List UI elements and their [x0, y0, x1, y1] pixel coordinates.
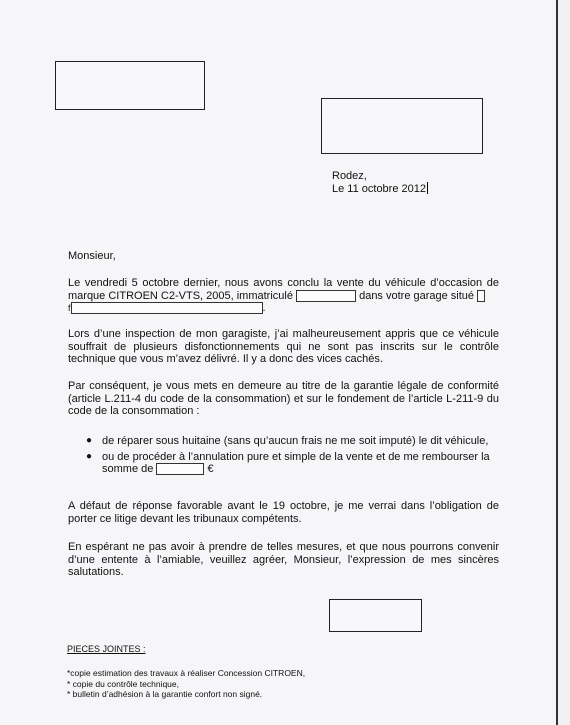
paragraph-sale [68, 277, 499, 315]
annex-item: *copie estimation des travaux à réaliser Concession CITROEN, [67, 668, 306, 678]
demand-item-refund-text: ou de procéder à l’annulation pure et simple de la vente et de me rembourser la somme de [102, 450, 490, 475]
paragraph-sale-end: . [262, 302, 266, 314]
paragraph-closing: En espérant ne pas avoir à prendre de telles mesures, et que nous pourrons convenir d’une entente à l’amiable, veuillez agréer, Monsieur, l’expression de mes sincères salutations. [68, 541, 499, 578]
currency-symbol: € [207, 463, 214, 475]
letter-place: Rodez, [332, 170, 367, 182]
sender-address-box[interactable] [55, 61, 205, 110]
refund-amount-field[interactable] [156, 463, 204, 475]
paragraph-formal-notice: Par conséquent, je vous mets en demeure au titre de la garantie légale de conformité (article L.211-4 du code de la consommation) et sur le fondement de l’article L-211-9 du code de la consommation : [68, 380, 499, 417]
bullet-icon: ● [86, 450, 93, 462]
text-cursor [427, 182, 429, 194]
garage-address-field-start[interactable] [477, 290, 485, 302]
paragraph-sale-text-1: Le vendredi 5 octobre dernier, nous avons conclu la vente du véhicule d’occasion de marque CITROEN C2-VTS, 2005, immatriculé [68, 277, 499, 302]
bullet-icon: ● [86, 435, 93, 446]
registration-field[interactable] [296, 290, 356, 302]
paragraph-sale-text-2: dans votre garage situé [359, 289, 475, 302]
annex-list [67, 668, 305, 700]
letter-date-line [332, 182, 428, 196]
paragraph-inspection: Lors d’une inspection de mon garagiste, j’ai malheureusement appris que ce véhicule souffrait de plusieurs disfonctionnements qui ne sont pas inscrits sur le contrôle technique que vous m’avez délivré. Il y a donc des vices cachés. [68, 328, 499, 365]
text-cursor-mark: f [68, 303, 71, 313]
garage-address-field[interactable] [71, 302, 263, 314]
annex-item: * copie du contrôle technique, [67, 678, 179, 689]
annex-item: * bulletin d’adhésion à la garantie confort non signé. [67, 689, 263, 699]
demand-item-refund [86, 451, 498, 476]
demands-list [86, 435, 498, 479]
recipient-address-box[interactable] [321, 98, 483, 154]
annex-title: PIECES JOINTES : [67, 644, 146, 654]
paragraph-deadline: A défaut de réponse favorable avant le 19 octobre, je me verrai dans l’obligation de porter ce litige devant les tribunaux compétents. [68, 500, 499, 525]
salutation: Monsieur, [68, 250, 116, 262]
demand-item-repair [86, 435, 498, 448]
demand-item-repair-text: de réparer sous huitaine (sans qu’aucun frais ne me soit imputé) le dit véhicule, [102, 435, 489, 447]
signature-box[interactable] [329, 599, 422, 632]
letter-date: Le 11 octobre 2012 [332, 183, 426, 195]
